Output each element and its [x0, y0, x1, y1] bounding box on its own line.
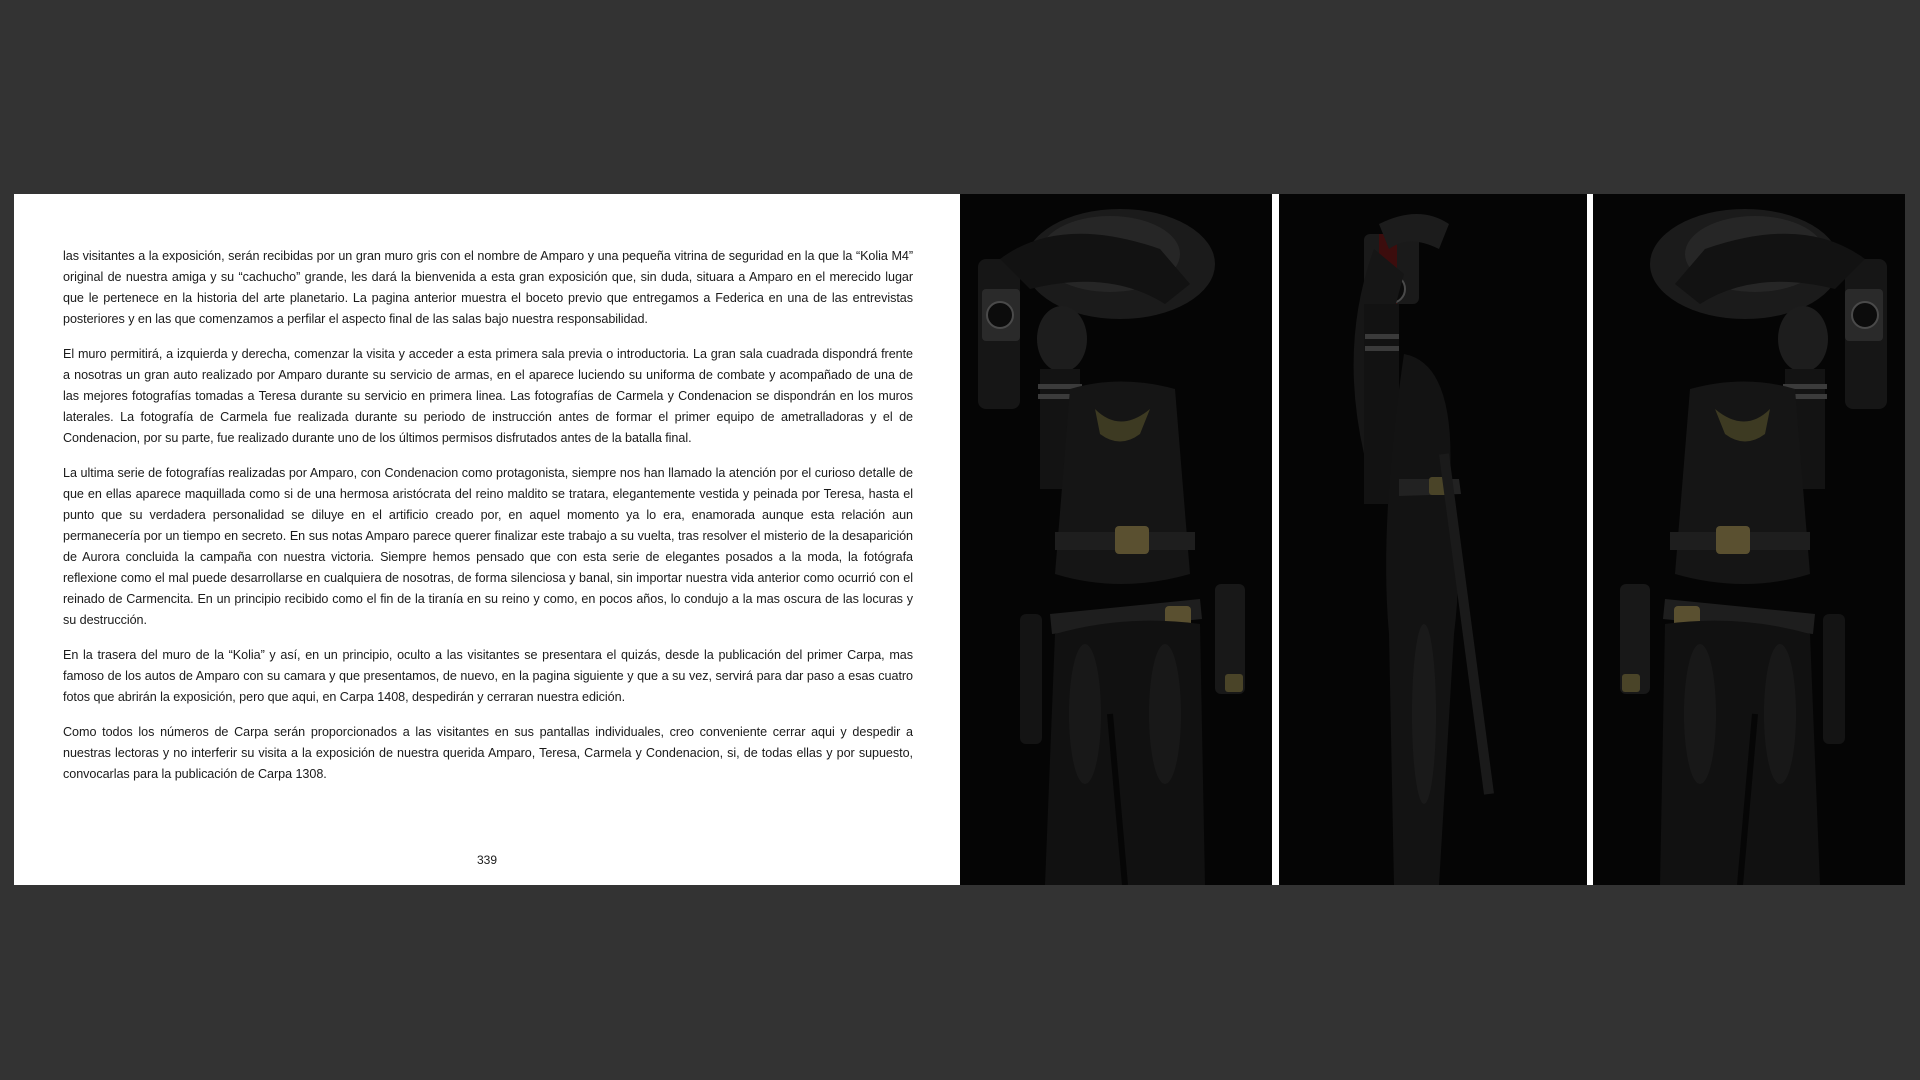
text-page: [14, 194, 960, 885]
paragraph-2: El muro permitirá, a izquierda y derecha, comenzar la visita y acceder a esta primera sala previa o introductoria. La gran sala cuadrada dispondrá frente a nosotras un gran auto realizado por Amparo durante su servicio de armas, en el aparece luciendo su uniforma de combate y acompañado de una de las mejores fotografías tomadas a Teresa durante su servicio en primera linea. Las fotografías de Carmela y Condenacion se dispondrán en los muros laterales. La fotografía de Carmela fue realizada durante su periodo de instrucción antes de formar el primer equipo de ametralladoras y el de Condenacion, por su parte, fue realizado durante uno de los últimos permisos disfrutados antes de la batalla final.: [63, 347, 913, 445]
photo-panel-front-mirrored: [1593, 194, 1905, 885]
page-number: 339: [476, 853, 498, 867]
figure-front-mirrored-image: [1593, 194, 1905, 885]
photo-panel-side: [1279, 194, 1587, 885]
paragraph-1: las visitantes a la exposición, serán recibidas por un gran muro gris con el nombre de Amparo y una pequeña vitrina de seguridad en la que la “Kolia M4” original de nuestra amiga y su “cachucho” grande, les dará la bienvenida a esta gran exposición que, sin duda, situara a Amparo en el merecido lugar que le pertenece en la historia del arte planetario. La pagina anterior muestra el boceto previo que entregamos a Federica en una de las entrevistas posteriores y en las que comenzamos a perfilar el aspecto final de las salas bajo nuestra responsabilidad.: [63, 249, 913, 326]
paragraph-5: Como todos los números de Carpa serán proporcionados a las visitantes en sus pantallas individuales, creo conveniente cerrar aqui y despedir a nuestras lectoras y no interferir su visita a la exposición de nuestra querida Amparo, Teresa, Carmela y Condenacion, si, de todas ellas y por supuesto, convocarlas para la publicación de Carpa 1308.: [63, 725, 913, 781]
paragraph-4: En la trasera del muro de la “Kolia” y así, en un principio, oculto a las visitantes se presentara el quizás, desde la publicación del primer Carpa, mas famoso de los autos de Amparo con su camara y que presentamos, de nuevo, en la pagina siguiente y que a su vez, servirá para dar paso a esas cuatro fotos que abrirán la exposición, pero que aqui, en Carpa 1408, despedirán y cerraran nuestra edición.: [63, 648, 913, 704]
figure-front-image: [960, 194, 1272, 885]
photo-page: [960, 194, 1905, 885]
paragraph-3: La ultima serie de fotografías realizadas por Amparo, con Condenacion como protagonista, siempre nos han llamado la atención por el curioso detalle de que en ellas aparece maquillada como si de una hermosa aristócrata del reino maldito se tratara, elegantemente vestida y peinada por Teresa, hasta el punto que su verdadera personalidad se diluye en el artificio creado por, en aquel momento ya lo era, enamorada aunque esta relación aun permanecería por un tiempo en secreto. En sus notas Amparo parece querer finalizar este trabajo a su vuelta, tras resolver el misterio de la desaparición de Aurora concluida la campaña con nuestra victoria. Siempre hemos pensado que con esta serie de elegantes posados a la moda, la fotógrafa reflexione como el mal puede desarrollarse en cualquiera de nosotras, de forma silenciosa y banal, sin importar nuestra vida anterior como ocurrió con el reinado de Carmencita. En un principio recibido como el fin de la tiranía en su reino y como, en pocos años, lo condujo a la mas oscura de las locuras y su destrucción.: [63, 466, 913, 627]
figure-side-image: [1279, 194, 1587, 885]
page-spread: [14, 194, 1905, 885]
photo-panel-front: [960, 194, 1272, 885]
